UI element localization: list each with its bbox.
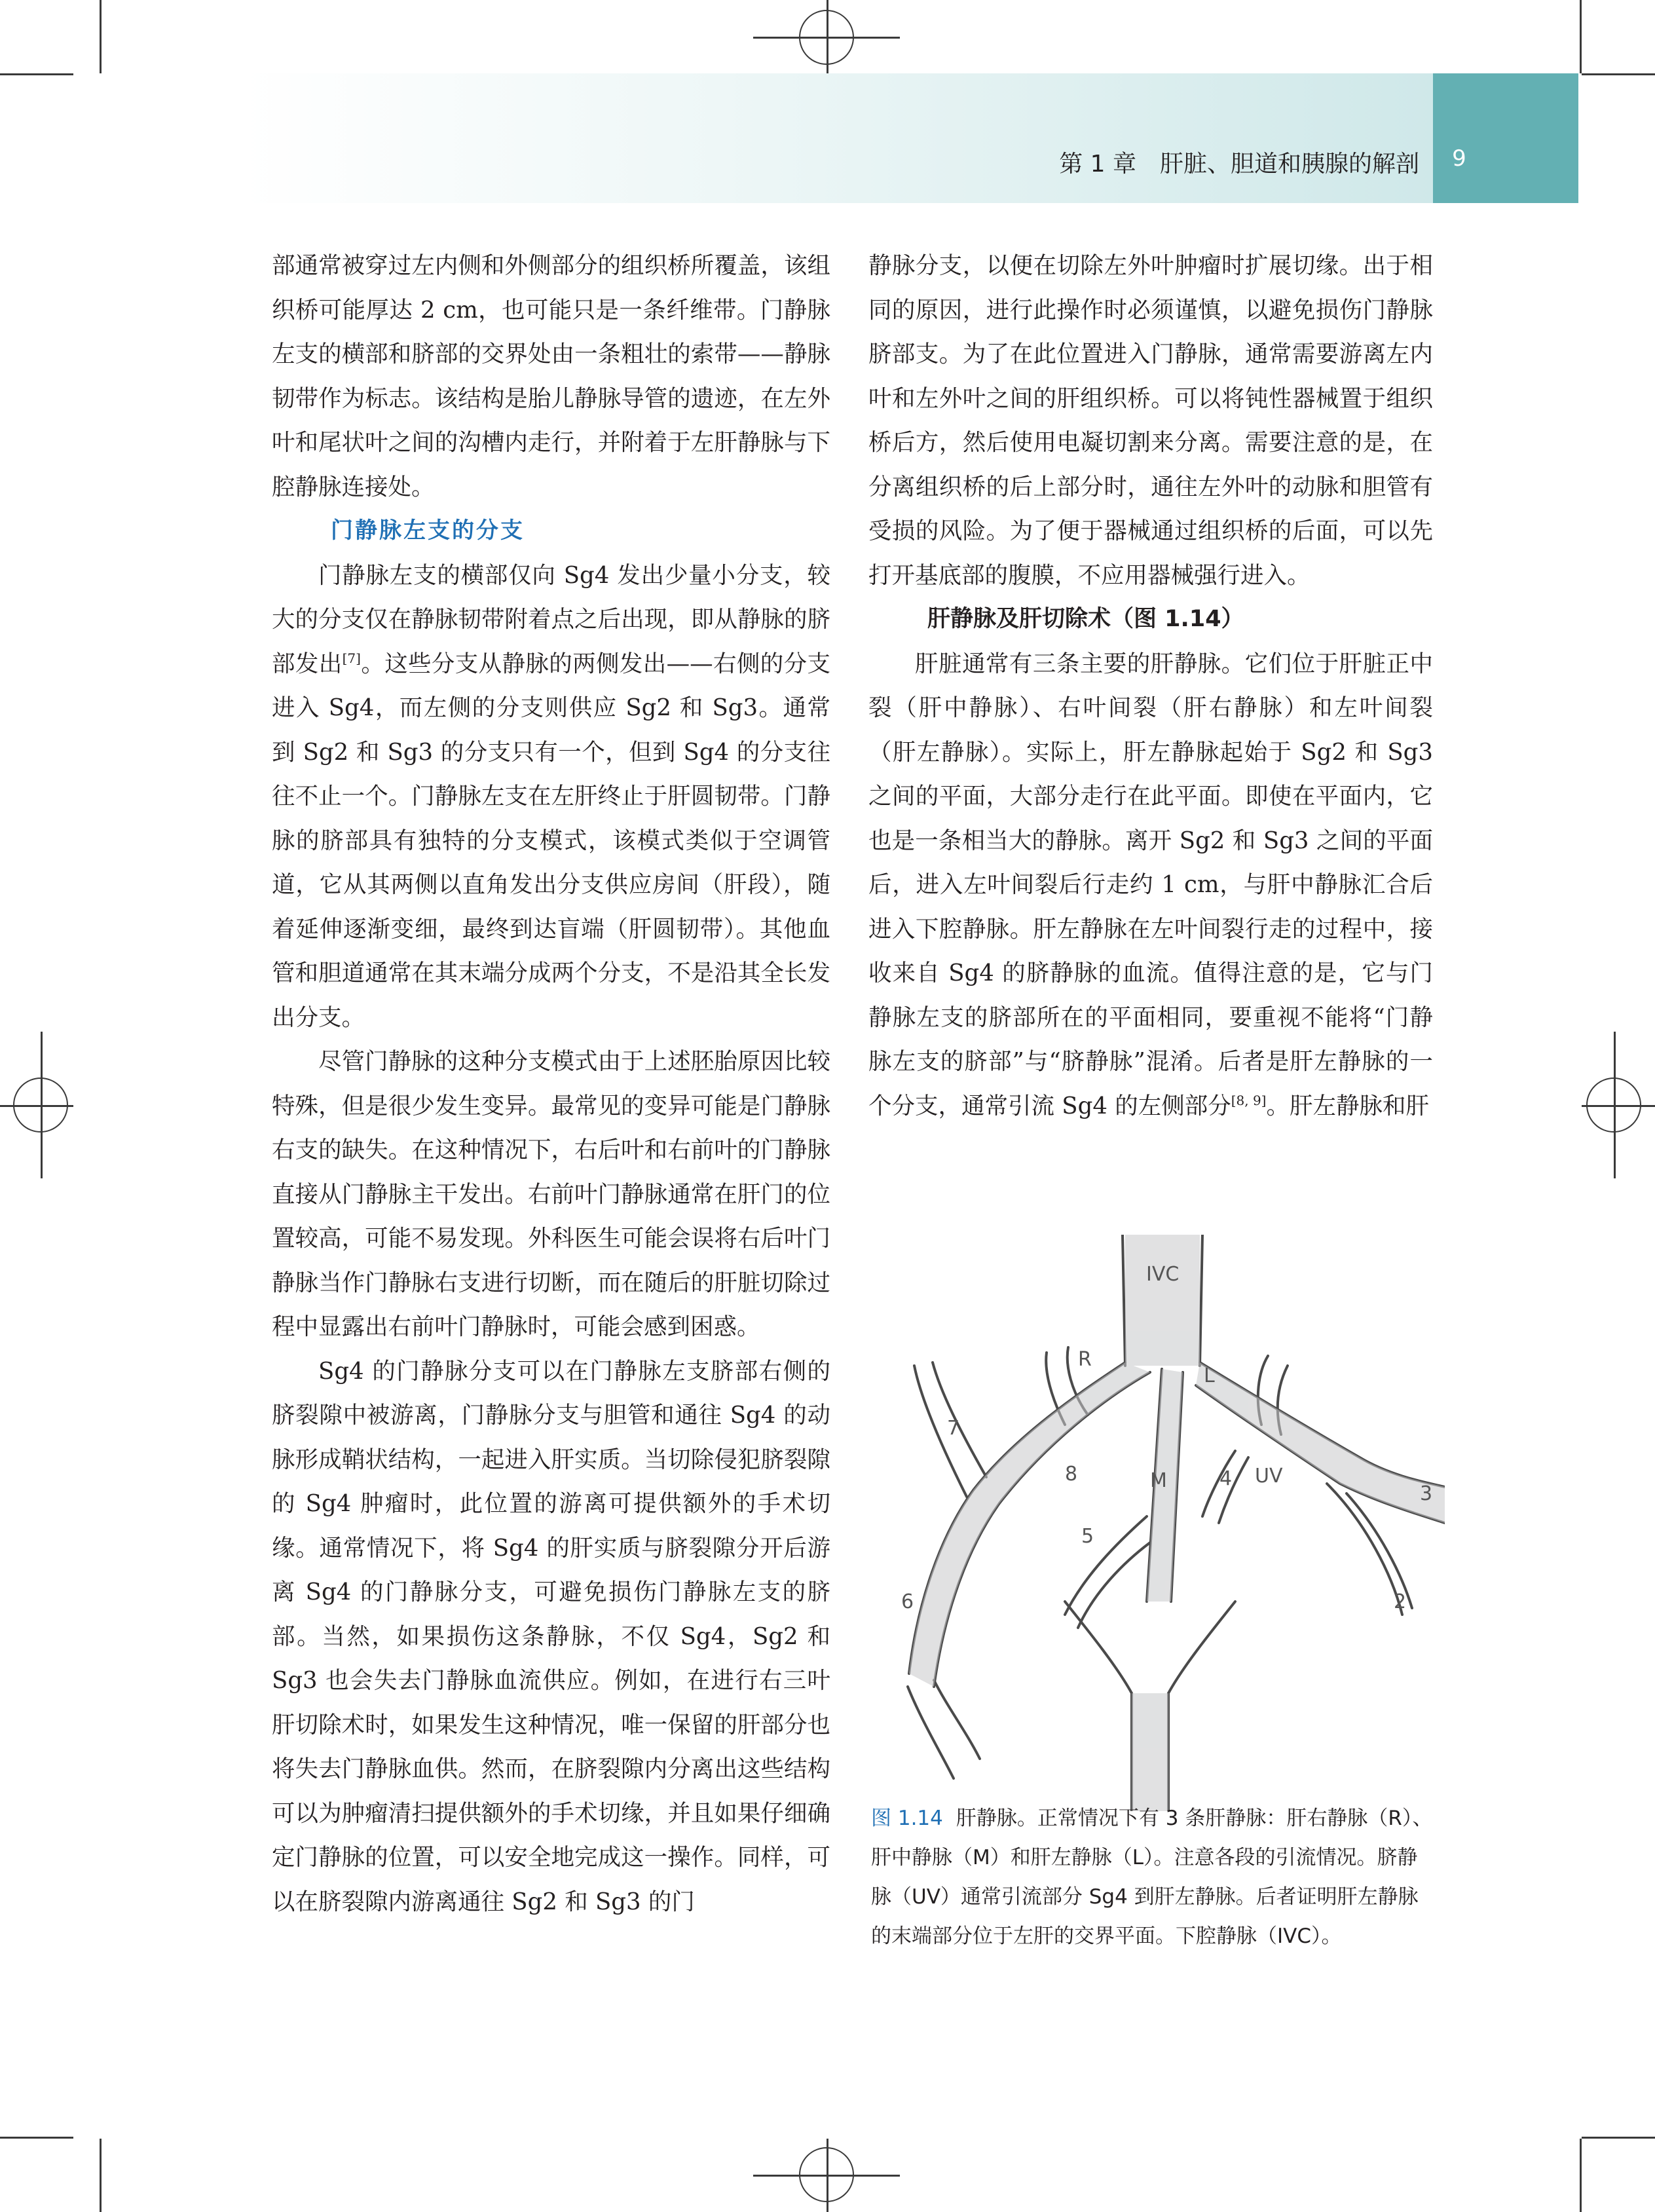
figure-hepatic-veins — [868, 1235, 1445, 1811]
paragraph-text: 肝脏通常有三条主要的肝静脉。它们位于肝脏正中裂（肝中静脉）、右叶间裂（肝右静脉）和左叶间裂（肝左静脉）。实际上，肝左静脉起始于 Sg2 和 Sg3 之间的平面，大部分走行在此平面。即使在平面内，它也是一条相当大的静脉。离开 Sg2 和 Sg3 之间的平面后，进入左叶间裂后行走约 1 cm，与肝中静脉汇合后进入下腔静脉。肝左静脉在左叶间裂行走的过程中，接收来自 Sg4 的脐静脉的血流。值得注意的是，它与门静脉左支的脐部所在的平面相同，要重视不能将“门静脉左支的脐部”与“脐静脉”混淆。后者是肝左静脉的一个分支，通常引流 Sg4 的左侧部分 — [868, 650, 1433, 1119]
figure-number: 图 1.14 — [871, 1807, 943, 1830]
label-ivc: IVC — [1146, 1263, 1180, 1286]
subheading-left-portal-branches: 门静脉左支的分支 — [331, 517, 525, 544]
figure-caption — [871, 1799, 1436, 1956]
registration-mark-line — [41, 1032, 43, 1178]
paragraph — [868, 642, 1433, 1129]
crop-mark — [100, 0, 102, 73]
crop-mark — [0, 73, 73, 75]
paragraph: 尽管门静脉的这种分支模式由于上述胚胎原因比较特殊，但是很少发生变异。最常见的变异可能是门静脉右支的缺失。在这种情况下，右后叶和右前叶的门静脉直接从门静脉主干发出。右前叶门静脉通常在肝门的位置较高，可能不易发现。外科医生可能会误将右后叶门静脉当作门静脉右支进行切断，而在随后的肝脏切除过程中显露出右前叶门静脉时，可能会感到困惑。 — [272, 1048, 830, 1340]
label-r: R — [1078, 1348, 1092, 1371]
label-m: M — [1150, 1469, 1167, 1492]
running-head-chapter-title: 第 1 章 肝脏、胆道和胰腺的解剖 — [1059, 151, 1419, 178]
paragraph: 静脉分支，以便在切除左外叶肿瘤时扩展切缘。出于相同的原因，进行此操作时必须谨慎，以避免损伤门静脉脐部支。为了在此位置进入门静脉，通常需要游离左内叶和左外叶之间的肝组织桥。可以将钝性器械置于组织桥后方，然后使用电凝切割来分离。需要注意的是，在分离组织桥的后上部分时，通往左外叶的动脉和胆管有受损的风险。为了便于器械通过组织桥的后面，可以先打开基底部的腹膜，不应用器械强行进入。 — [868, 252, 1433, 589]
label-segment-8: 8 — [1065, 1463, 1078, 1486]
section-heading-hepatic-veins: 肝静脉及肝切除术（图 1.14） — [927, 606, 1244, 632]
label-segment-2: 2 — [1394, 1590, 1407, 1613]
vein-fill — [909, 1235, 1445, 1811]
crop-mark — [1580, 2139, 1582, 2212]
registration-mark-line — [1614, 1032, 1616, 1178]
registration-mark-line — [753, 2175, 900, 2177]
page-number-tab — [1433, 73, 1578, 203]
crop-mark — [1582, 2137, 1655, 2139]
crop-mark — [0, 2137, 73, 2139]
hepatic-vein-diagram — [868, 1235, 1445, 1811]
paragraph-text: 。这些分支从静脉的两侧发出——右侧的分支进入 Sg4，而左侧的分支则供应 Sg2 和 Sg3。通常到 Sg2 和 Sg3 的分支只有一个，但到 Sg4 的分支往往不止一个。门静脉左支在左肝终止于肝圆韧带。门静脉的脐部具有独特的分支模式，该模式类似于空调管道，它从其两侧以直角发出分支供应房间（肝段），随着延伸逐渐变细，最终到达盲端（肝圆韧带）。其他血管和胆道通常在其末端分成两个分支，不是沿其全长发出分支。 — [272, 650, 830, 1031]
paragraph-text: 门静脉左支的横部仅向 Sg4 发出少量小分支，较大的分支仅在静脉韧带附着点之后出现，即从静脉的脐部发出 — [272, 561, 830, 677]
label-uv: UV — [1255, 1465, 1283, 1488]
registration-mark-line — [753, 37, 900, 39]
crop-mark — [100, 2139, 102, 2212]
header-band — [244, 73, 1434, 203]
label-segment-3: 3 — [1420, 1482, 1433, 1505]
segment-5-branch — [1065, 1516, 1150, 1628]
crop-mark — [1582, 73, 1655, 75]
label-segment-5: 5 — [1081, 1525, 1094, 1548]
right-column — [868, 244, 1433, 1128]
label-segment-7: 7 — [947, 1417, 960, 1440]
right-hepatic-vein — [909, 1362, 1150, 1687]
label-segment-4: 4 — [1219, 1467, 1233, 1490]
caption-text: 肝静脉。正常情况下有 3 条肝静脉：肝右静脉（R）、肝中静脉（M）和肝左静脉（L）。注意各段的引流情况。脐静脉（UV）通常引流部分 Sg4 到肝左静脉。后者证明肝左静脉的末端部分位于左肝的交界平面。下腔静脉（IVC）。 — [871, 1807, 1433, 1948]
crop-mark — [1580, 0, 1582, 73]
registration-mark-line — [0, 1105, 73, 1107]
citation-ref: [8, 9] — [1231, 1092, 1267, 1108]
paragraph-text: 。肝左静脉和肝 — [1266, 1092, 1429, 1119]
paragraph: Sg4 的门静脉分支可以在门静脉左支脐部右侧的脐裂隙中被游离，门静脉分支与胆管和通往 Sg4 的动脉形成鞘状结构，一起进入肝实质。当切除侵犯脐裂隙的 Sg4 肿瘤时，此位置的游离可提供额外的手术切缘。通常情况下，将 Sg4 的肝实质与脐裂隙分开后游离 Sg4 的门静脉分支，可避免损伤门静脉左支的脐部。当然，如果损伤这条静脉，不仅 Sg4，Sg2 和 Sg3 也会失去门静脉血流供应。例如，在进行右三叶肝切除术时，如果发生这种情况，唯一保留的肝部分也将失去门静脉血供。然而，在脐裂隙内分离出这些结构可以为肿瘤清扫提供额外的手术切缘，并且如果仔细确定门静脉的位置，可以安全地完成这一操作。同样，可以在脐裂隙内游离通往 Sg2 和 Sg3 的门 — [272, 1357, 830, 1915]
left-column — [272, 244, 830, 1924]
registration-mark-line — [1582, 1105, 1655, 1107]
page-number: 9 — [1452, 145, 1466, 172]
paragraph — [272, 553, 830, 1040]
label-l: L — [1204, 1364, 1215, 1387]
segment-6-branch — [908, 1680, 980, 1778]
label-segment-6: 6 — [901, 1590, 914, 1613]
paragraph: 部通常被穿过左内侧和外侧部分的组织桥所覆盖，该组织桥可能厚达 2 cm，也可能只是一条纤维带。门静脉左支的横部和脐部的交界处由一条粗壮的索带——静脉韧带作为标志。该结构是胎儿静脉导管的遗迹，在左外叶和尾状叶之间的沟槽内走行，并附着于左肝静脉与下腔静脉连接处。 — [272, 252, 830, 500]
citation-ref: [7] — [342, 650, 361, 666]
